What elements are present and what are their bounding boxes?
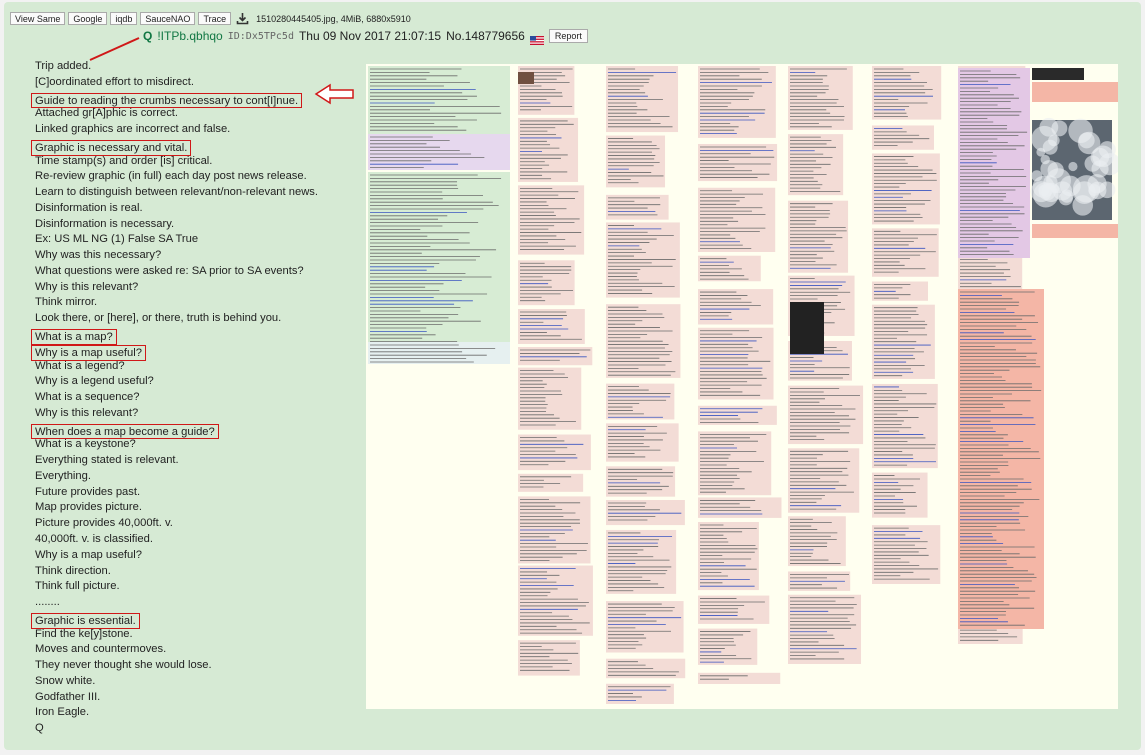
- post-line: Re-review graphic (in full) each day post news release.: [35, 170, 307, 183]
- post-line: Think direction.: [35, 564, 111, 577]
- tripcode: !ITPb.qbhqo: [157, 29, 223, 43]
- post-line: What questions were asked re: SA prior to SA events?: [35, 264, 304, 277]
- poster-name: Q: [143, 29, 153, 43]
- highlighted-post-line: Why is a map useful?: [31, 345, 146, 361]
- trace-button[interactable]: Trace: [198, 12, 231, 25]
- view-same-button[interactable]: View Same: [10, 12, 65, 25]
- post-line: ........: [35, 596, 60, 609]
- download-icon[interactable]: [236, 12, 249, 25]
- post-body: [31, 59, 356, 737]
- post-line: Learn to distinguish between relevant/non-relevant news.: [35, 186, 318, 199]
- post-line: Linked graphics are incorrect and false.: [35, 123, 231, 136]
- post-line: Q: [35, 722, 44, 735]
- us-flag-icon: [530, 32, 544, 41]
- iqdb-search-button[interactable]: iqdb: [110, 12, 137, 25]
- map-graphic-drawing: [366, 64, 1118, 709]
- poster-id[interactable]: ID:Dx5TPc5d: [227, 30, 294, 42]
- post-line: Picture provides 40,000ft. v.: [35, 517, 173, 530]
- post-line: Future provides past.: [35, 485, 141, 498]
- post-line: Time stamp(s) and order [is] critical.: [35, 154, 213, 167]
- attached-map-image[interactable]: [366, 64, 1118, 709]
- post-line: What is a legend?: [35, 359, 125, 372]
- post-line: Iron Eagle.: [35, 706, 90, 719]
- post-line: Ex: US ML NG (1) False SA True: [35, 233, 199, 246]
- google-search-button[interactable]: Google: [68, 12, 107, 25]
- post-line: Why is a legend useful?: [35, 375, 154, 388]
- highlighted-post-line: Guide to reading the crumbs necessary to cont[I]nue.: [31, 93, 302, 109]
- post-line: 40,000ft. v. is classified.: [35, 532, 153, 545]
- highlighted-post-line: When does a map become a guide?: [31, 424, 219, 440]
- highlighted-post-line: What is a map?: [31, 329, 117, 345]
- post-line: Everything.: [35, 469, 91, 482]
- file-info[interactable]: 1510280445405.jpg, 4MiB, 6880x5910: [256, 13, 411, 24]
- saucenao-search-button[interactable]: SauceNAO: [140, 12, 195, 25]
- post-date: Thu 09 Nov 2017 21:07:15: [298, 29, 442, 43]
- post-line: What is a keystone?: [35, 438, 136, 451]
- post-line: Attached gr[A]phic is correct.: [35, 107, 179, 120]
- post-line: Moves and countermoves.: [35, 643, 167, 656]
- post-header: [143, 27, 588, 45]
- highlighted-post-line: Graphic is essential.: [31, 613, 140, 629]
- report-button[interactable]: Report: [549, 29, 588, 43]
- post-number[interactable]: No.148779656: [446, 29, 525, 43]
- post-line: Think mirror.: [35, 296, 98, 309]
- post-line: Everything stated is relevant.: [35, 454, 179, 467]
- post-line: Map provides picture.: [35, 501, 142, 514]
- post-line: Why is a map useful?: [35, 548, 142, 561]
- post-line: Why was this necessary?: [35, 249, 162, 262]
- post-line: Think full picture.: [35, 580, 120, 593]
- post-line: What is a sequence?: [35, 391, 140, 404]
- post-line: Why is this relevant?: [35, 406, 139, 419]
- post-container: [4, 2, 1141, 750]
- image-search-toolbar: [10, 11, 411, 26]
- post-line: Trip added.: [35, 60, 92, 72]
- post-line: Disinformation is real.: [35, 201, 143, 214]
- post-line: Godfather III.: [35, 690, 101, 703]
- trip-annotation-line: [90, 38, 139, 60]
- post-line: Look there, or [here], or there, truth is behind you.: [35, 312, 282, 325]
- post-line: Find the ke[y]stone.: [35, 627, 133, 640]
- post-line: Disinformation is necessary.: [35, 217, 175, 230]
- highlighted-post-line: Graphic is necessary and vital.: [31, 140, 191, 156]
- post-line: They never thought she would lose.: [35, 659, 212, 672]
- post-line: [C]oordinated effort to misdirect.: [35, 75, 194, 88]
- post-line: Snow white.: [35, 674, 96, 687]
- post-line: Why is this relevant?: [35, 280, 139, 293]
